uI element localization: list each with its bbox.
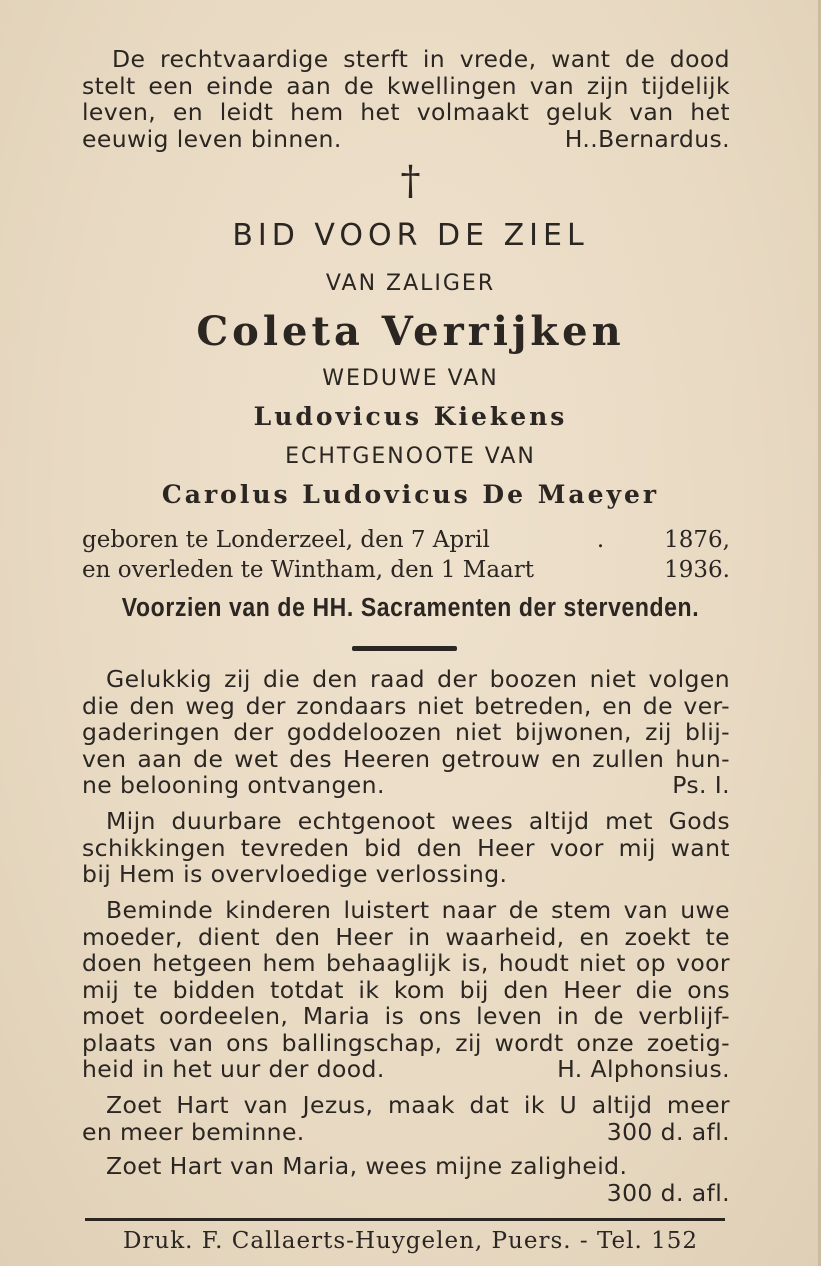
quote-line: eeuwig leven binnen. [82, 124, 342, 153]
prayer-line: Zoet Hart van Jezus, maak dat ik U altijd meer [106, 1091, 730, 1119]
indulgence: 300 d. afl. [606, 1178, 730, 1207]
prayer-line: Beminde kinderen luistert naar de stem van uwe [106, 896, 730, 924]
prayer-line: Gelukkig zij die den raad der boozen niet volgen [106, 665, 730, 693]
quote-line: stelt een einde aan de kwellingen van zijn tijdelijk [82, 71, 730, 100]
prayer-line: ne belooning ontvangen. [82, 771, 385, 799]
birth-dot: . [596, 527, 605, 553]
prayer-line: die den weg der zondaars niet betreden, en de ver- [82, 691, 730, 720]
prayer-line: ven aan de wet des Heeren getrouw en zullen hun- [82, 744, 730, 773]
prayer-spouse-message [82, 808, 730, 888]
quote-source: H..Bernardus. [564, 124, 730, 153]
prayer-line: Zoet Hart van Maria, wees mijne zaligheid. [106, 1152, 628, 1180]
indulgence: 300 d. afl. [606, 1117, 730, 1146]
prayer-line: en meer beminne. [82, 1117, 305, 1146]
prayer-psalm [82, 666, 730, 799]
prayer-source: Ps. I. [672, 771, 730, 799]
prayer-line: plaats van ons ballingschap, zij wordt onze zoetig- [82, 1028, 730, 1057]
prayer-line: mij te bidden totdat ik kom bij den Heer die ons [82, 975, 730, 1004]
birth-year: 1876, [664, 527, 730, 553]
heading-bid-voor-de-ziel: BID VOOR DE ZIEL [232, 218, 589, 253]
prayer-sacred-heart-maria [82, 1153, 730, 1206]
cross-icon: † [400, 158, 421, 204]
prayer-line: schikkingen tevreden bid den Heer voor mij want [82, 833, 730, 862]
prayer-children-message [82, 897, 730, 1083]
first-husband-name: Ludovicus Kiekens [253, 402, 568, 431]
prayer-line: moeder, dient den Heer in waarheid, en zoekt te [82, 922, 730, 951]
prayer-line: bij Hem is overvloedige verlossing. [82, 860, 508, 888]
subheading-van-zaliger: VAN ZALIGER [325, 271, 496, 296]
widow-label: WEDUWE VAN [322, 366, 499, 391]
spouse-label: ECHTGENOOTE VAN [285, 444, 536, 469]
quote-bernardus [82, 46, 730, 152]
prayer-sacred-heart-jesus [82, 1092, 730, 1145]
quote-line: De rechtvaardige sterft in vrede, want de dood [112, 45, 730, 73]
death-text: en overleden te Wintham, den 1 Maart [82, 557, 534, 583]
prayer-line: Mijn duurbare echtgenoot wees altijd met Gods [106, 807, 730, 835]
death-row [82, 555, 730, 585]
spouse-name: Carolus Ludovicus De Maeyer [161, 480, 660, 509]
footer-divider [85, 1218, 725, 1221]
prayer-line: doen hetgeen hem behaaglijk is, houdt niet op voor [82, 949, 730, 977]
death-year: 1936. [664, 557, 730, 583]
birth-text: geboren te Londerzeel, den 7 April [82, 527, 490, 553]
printer-line: Druk. F. Callaerts-Huygelen, Puers. - Tel. 152 [122, 1228, 698, 1254]
prayer-source: H. Alphonsius. [557, 1055, 730, 1083]
quote-line: leven, en leidt hem het volmaakt geluk van het [82, 98, 730, 126]
divider [352, 646, 457, 651]
prayer-line: gaderingen der goddeloozen niet bijwonen, zij blij- [82, 718, 730, 746]
prayer-line: heid in het uur der dood. [82, 1055, 385, 1083]
life-dates [82, 525, 730, 585]
sacraments-line: Voorzien van de HH. Sacramenten der stervenden. [121, 592, 700, 622]
birth-row [82, 525, 730, 555]
prayer-line: moet oordeelen, Maria is ons leven in de verblijf- [82, 1002, 730, 1030]
deceased-name: Coleta Verrijken [196, 308, 625, 355]
